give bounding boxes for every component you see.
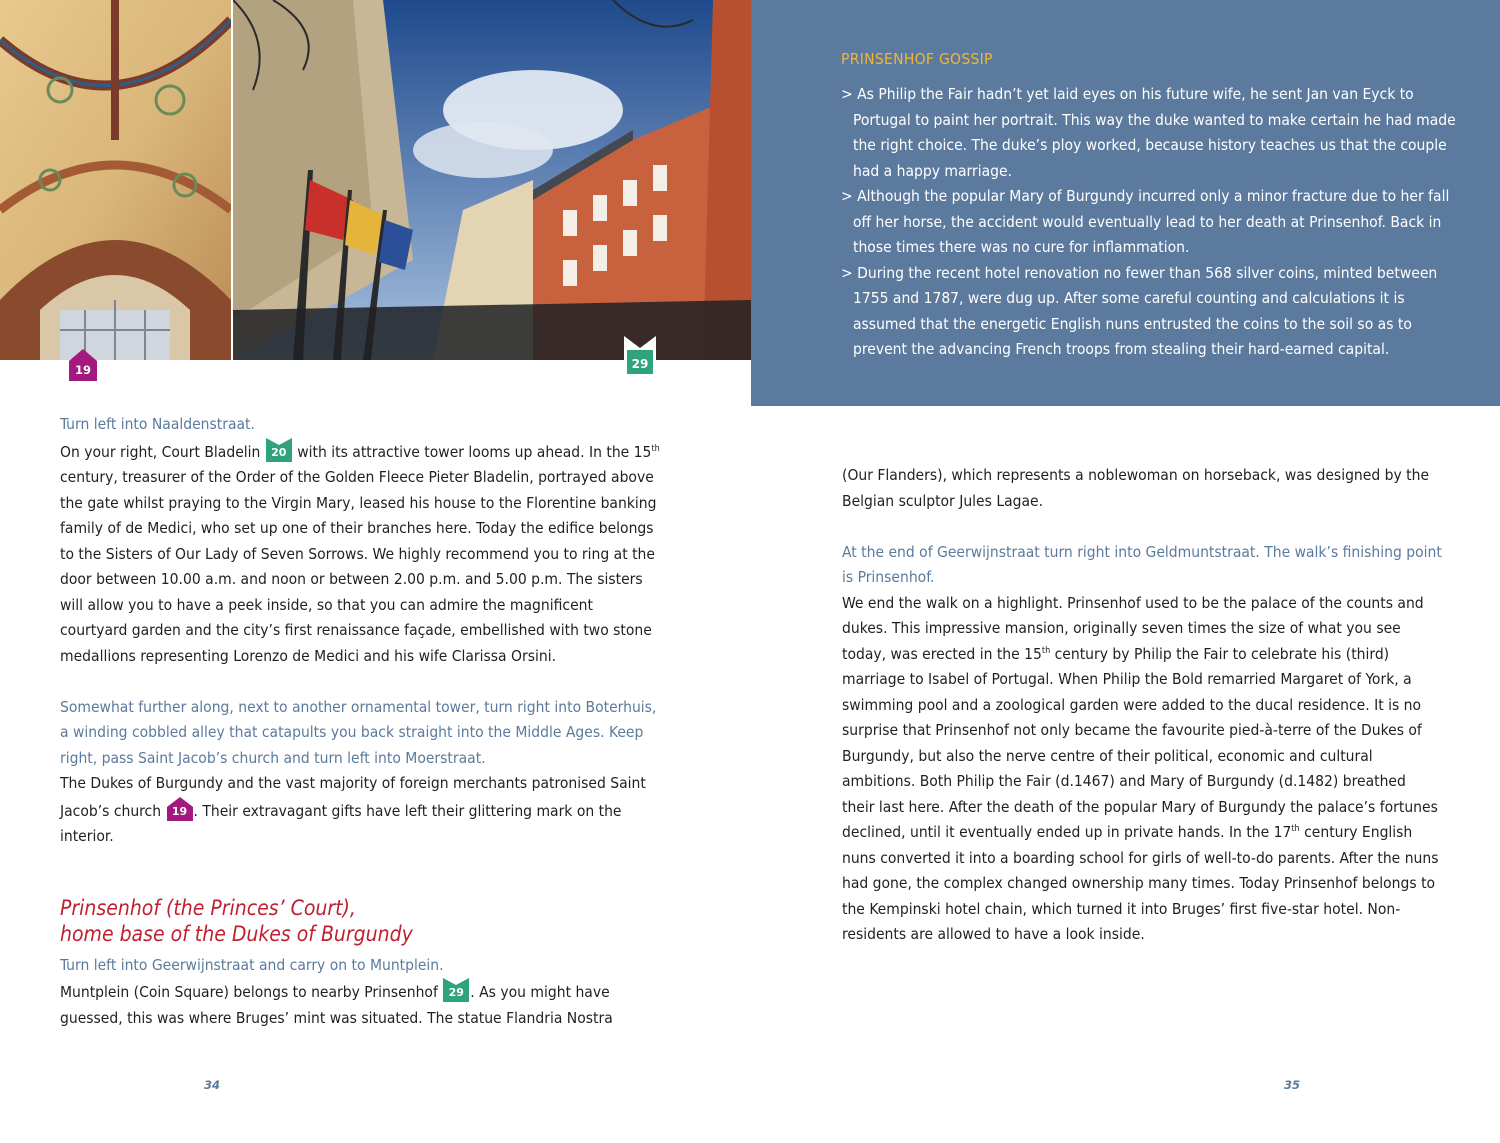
page-number-right: 35 <box>1284 1078 1301 1092</box>
left-page-text <box>60 412 660 1031</box>
direction-boterhuis: Somewhat further along, next to another ornamental tower, turn right into Boterhuis, a winding cobbled alley that catapults you back straight into the Middle Ages. Keep right, pass Saint Jacob’s church and turn left into Moerstraat. <box>60 697 657 767</box>
gossip-item: > Although the popular Mary of Burgundy incurred only a minor fracture due to her fall off her horse, the accident would eventually lead to her death at Prinsenhof. Back in those times there was no cure for inflammation. <box>841 187 1450 256</box>
prinsenhof-facade-photo <box>233 0 751 360</box>
direction-geerwijnstraat: Turn left into Geerwijnstraat and carry on to Muntplein. <box>60 955 444 974</box>
direction-naaldenstraat: Turn left into Naaldenstraat. <box>60 415 255 433</box>
marker-19-church-inline: 19 <box>167 797 193 821</box>
marker-29-prinsenhof-photo: 29 <box>624 336 656 376</box>
marker-20-court-bladelin: 20 <box>266 438 292 462</box>
marker-19-church-photo: 19 <box>69 349 97 381</box>
paragraph-muntplein: Muntplein (Coin Square) belongs to nearby Prinsenhof 29 . As you might have guessed, this was where Bruges’ mint was situated. The statue Flandria Nostra <box>60 978 660 1031</box>
paragraph-saint-jacob: The Dukes of Burgundy and the vast majority of foreign merchants patronised Saint Jacob’s church 19 . Their extravagant gifts have left their glittering mark on the interior. <box>60 774 646 845</box>
gossip-item: > As Philip the Fair hadn’t yet laid eyes on his future wife, he sent Jan van Eyck to Portugal to paint her portrait. This way the duke wanted to make certain he had made the right choice. The duke’s ploy worked, because history teaches us that the couple had a happy marriage. <box>841 85 1456 180</box>
page-number-left: 34 <box>204 1078 221 1092</box>
marker-29-prinsenhof-inline: 29 <box>443 978 469 1002</box>
right-page-text <box>842 463 1442 948</box>
direction-geldmuntstraat: At the end of Geerwijnstraat turn right into Geldmuntstraat. The walk’s finishing point is Prinsenhof. <box>842 542 1442 586</box>
paragraph-flandria-nostra: (Our Flanders), which represents a noblewoman on horseback, was designed by the Belgian sculptor Jules Lagae. <box>842 466 1430 510</box>
church-vault-photo <box>0 0 231 360</box>
gossip-list <box>841 82 1461 363</box>
section-heading-prinsenhof: Prinsenhof (the Princes’ Court), home base of the Dukes of Burgundy <box>60 895 413 946</box>
paragraph-court-bladelin: On your right, Court Bladelin 20 with its attractive tower looms up ahead. In the 15th century, treasurer of the Order of the Golden Fleece Pieter Bladelin, portrayed above the gate whilst praying to the Virgin Mary, leased his house to the Florentine banking family of de Medici, who set up one of their branches here. Today the edifice belongs to the Sisters of Our Lady of Seven Sorrows. We highly recommend you to ring at the door between 10.00 a.m. and noon or between 2.00 p.m. and 5.00 p.m. The sisters will allow you to have a peek inside, so that you can admire the magnificent courtyard garden and the city’s first renaissance façade, embellished with two stone medallions representing Lorenzo de Medici and his wife Clarissa Orsini. <box>60 438 660 670</box>
gossip-item: > During the recent hotel renovation no fewer than 568 silver coins, minted between 1755 and 1787, were dug up. After some careful counting and calculations it is assumed that the energetic English nuns entrusted the coins to the soil so as to prevent the advancing French troops from stealing their hard-earned capital. <box>841 263 1438 358</box>
prinsenhof-gossip-panel <box>751 0 1500 406</box>
gossip-title: PRINSENHOF GOSSIP <box>841 50 993 68</box>
paragraph-prinsenhof-history: We end the walk on a highlight. Prinsenhof used to be the palace of the counts and dukes. This impressive mansion, originally seven times the size of what you see today, was erected in the 15th century by Philip the Fair to celebrate his (third) marriage to Isabel of Portugal. When Philip the Bold remarried Margaret of York, a swimming pool and a zoological garden were added to the ducal residence. It is no surprise that Prinsenhof not only became the favourite pied-à-terre of the Dukes of Burgundy, but also the nerve centre of their political, economic and cultural ambitions. Both Philip the Fair (d.1467) and Mary of Burgundy (d.1482) breathed their last here. After the death of the popular Mary of Burgundy the palace’s fortunes declined, until it eventually ended up in private hands. In the 17th century English nuns converted it into a boarding school for girls of well-to-do parents. After the nuns had gone, the complex changed ownership many times. Today Prinsenhof belongs to the Kempinski hotel chain, which turned it into Bruges’ first five-star hotel. Non-residents are allowed to have a look inside. <box>842 593 1439 943</box>
